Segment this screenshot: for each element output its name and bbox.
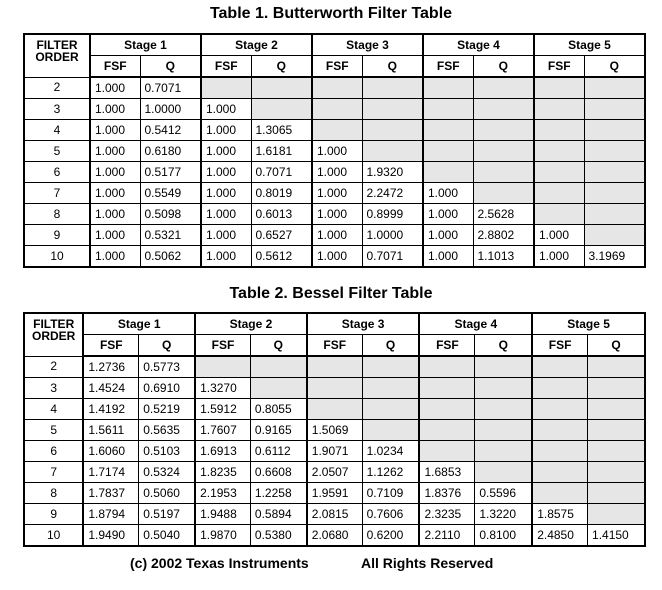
empty-cell <box>588 483 645 504</box>
q-cell: 0.5549 <box>140 183 201 204</box>
filter-order-cell: 5 <box>24 420 83 441</box>
filter-order-header <box>24 34 90 77</box>
fsf-cell: 1.9490 <box>83 525 138 547</box>
empty-cell <box>473 183 534 204</box>
fsf-cell: 1.000 <box>312 141 362 162</box>
empty-cell <box>475 356 532 378</box>
q-cell: 0.8055 <box>250 399 306 420</box>
fsf-cell: 1.2736 <box>83 356 138 378</box>
q-cell: 0.5062 <box>140 246 201 268</box>
empty-cell <box>475 420 532 441</box>
table-row <box>24 120 645 141</box>
fsf-cell: 1.000 <box>312 246 362 268</box>
q-cell: 0.5596 <box>475 483 532 504</box>
filter-order-cell: 7 <box>24 462 83 483</box>
fsf-cell: 1.000 <box>534 246 584 268</box>
stage-header: Stage 5 <box>534 34 645 56</box>
table-row <box>24 141 645 162</box>
empty-cell <box>534 99 584 120</box>
q-cell: 0.7071 <box>140 77 201 99</box>
empty-cell <box>362 356 419 378</box>
butterworth-table-title: Table 1. Butterworth Filter Table <box>209 5 453 22</box>
fsf-header: FSF <box>195 335 250 357</box>
table-row <box>24 183 645 204</box>
fsf-cell: 2.1953 <box>195 483 250 504</box>
filter-order-cell: 4 <box>24 120 90 141</box>
empty-cell <box>475 462 532 483</box>
fsf-cell: 1.000 <box>534 225 584 246</box>
empty-cell <box>312 99 362 120</box>
stage-header: Stage 3 <box>307 313 420 335</box>
fsf-cell: 1.4524 <box>83 378 138 399</box>
empty-cell <box>588 399 645 420</box>
filter-order-cell: 7 <box>24 183 90 204</box>
fsf-cell: 2.4850 <box>532 525 587 547</box>
fsf-cell: 1.7607 <box>195 420 250 441</box>
fsf-cell: 1.000 <box>312 204 362 225</box>
empty-cell <box>532 356 587 378</box>
empty-cell <box>584 225 645 246</box>
table-row <box>24 162 645 183</box>
empty-cell <box>532 378 587 399</box>
table-row <box>24 246 645 268</box>
fsf-cell: 1.000 <box>312 225 362 246</box>
empty-cell <box>307 356 362 378</box>
q-header: Q <box>362 335 419 357</box>
empty-cell <box>423 77 473 99</box>
q-cell: 0.7071 <box>251 162 312 183</box>
empty-cell <box>312 77 362 99</box>
q-cell: 1.0000 <box>362 225 423 246</box>
empty-cell <box>534 120 584 141</box>
empty-cell <box>532 483 587 504</box>
fsf-header: FSF <box>312 56 362 78</box>
footer-rights: All Rights Reserved <box>361 555 494 571</box>
filter-order-cell: 4 <box>24 399 83 420</box>
filter-order-cell: 9 <box>24 504 83 525</box>
empty-cell <box>362 99 423 120</box>
q-cell: 0.6180 <box>140 141 201 162</box>
empty-cell <box>584 162 645 183</box>
empty-cell <box>473 77 534 99</box>
fsf-cell: 1.4192 <box>83 399 138 420</box>
bessel-table-title: Table 2. Bessel Filter Table <box>229 285 433 302</box>
table-row <box>24 378 645 399</box>
fsf-header: FSF <box>534 56 584 78</box>
empty-cell <box>307 399 362 420</box>
empty-cell <box>473 99 534 120</box>
stage-header: Stage 2 <box>195 313 307 335</box>
q-cell: 0.5412 <box>140 120 201 141</box>
empty-cell <box>423 162 473 183</box>
empty-cell <box>362 141 423 162</box>
empty-cell <box>419 356 474 378</box>
fsf-cell: 1.000 <box>90 162 140 183</box>
empty-cell <box>201 77 251 99</box>
q-cell: 0.6527 <box>251 225 312 246</box>
fsf-header: FSF <box>307 335 362 357</box>
fsf-cell: 2.0507 <box>307 462 362 483</box>
q-cell: 1.9320 <box>362 162 423 183</box>
empty-cell <box>584 141 645 162</box>
q-cell: 1.0000 <box>140 99 201 120</box>
empty-cell <box>362 77 423 99</box>
empty-cell <box>534 204 584 225</box>
empty-cell <box>588 356 645 378</box>
q-cell: 2.5628 <box>473 204 534 225</box>
q-cell: 0.5098 <box>140 204 201 225</box>
filter-order-header-line: ORDER <box>35 50 79 64</box>
empty-cell <box>532 441 587 462</box>
q-cell: 0.7071 <box>362 246 423 268</box>
stage-header: Stage 1 <box>90 34 201 56</box>
empty-cell <box>362 120 423 141</box>
empty-cell <box>312 120 362 141</box>
q-cell: 0.8999 <box>362 204 423 225</box>
empty-cell <box>588 441 645 462</box>
q-cell: 0.5060 <box>139 483 195 504</box>
fsf-cell: 1.000 <box>201 120 251 141</box>
q-cell: 0.5197 <box>139 504 195 525</box>
fsf-cell: 1.000 <box>90 246 140 268</box>
q-cell: 1.1262 <box>362 462 419 483</box>
stage-header: Stage 2 <box>201 34 312 56</box>
filter-order-header-line: ORDER <box>32 329 76 343</box>
table-row <box>24 420 645 441</box>
empty-cell <box>473 162 534 183</box>
butterworth-filter-table <box>23 33 646 268</box>
q-cell: 1.4150 <box>588 525 645 547</box>
q-header: Q <box>584 56 645 78</box>
q-cell: 1.1013 <box>473 246 534 268</box>
q-cell: 2.2472 <box>362 183 423 204</box>
q-cell: 0.5894 <box>250 504 306 525</box>
empty-cell <box>419 420 474 441</box>
q-cell: 1.2258 <box>250 483 306 504</box>
empty-cell <box>423 120 473 141</box>
empty-cell <box>419 399 474 420</box>
fsf-cell: 1.5611 <box>83 420 138 441</box>
q-cell: 0.5219 <box>139 399 195 420</box>
filter-order-cell: 10 <box>24 246 90 268</box>
filter-order-header-line: FILTER <box>33 317 75 331</box>
fsf-cell: 1.9488 <box>195 504 250 525</box>
filter-order-cell: 2 <box>24 356 83 378</box>
footer-copyright: (c) 2002 Texas Instruments <box>130 555 309 571</box>
empty-cell <box>419 441 474 462</box>
empty-cell <box>584 183 645 204</box>
fsf-cell: 2.2110 <box>419 525 474 547</box>
q-cell: 0.9165 <box>250 420 306 441</box>
stage-header: Stage 1 <box>83 313 195 335</box>
table-row <box>24 99 645 120</box>
empty-cell <box>584 120 645 141</box>
fsf-cell: 1.000 <box>201 225 251 246</box>
empty-cell <box>584 77 645 99</box>
empty-cell <box>250 378 306 399</box>
fsf-cell: 1.000 <box>201 99 251 120</box>
stage-header: Stage 4 <box>423 34 534 56</box>
fsf-cell: 1.5912 <box>195 399 250 420</box>
filter-order-cell: 2 <box>24 77 90 99</box>
empty-cell <box>588 504 645 525</box>
empty-cell <box>588 420 645 441</box>
empty-cell <box>588 462 645 483</box>
fsf-cell: 1.000 <box>90 120 140 141</box>
fsf-cell: 1.000 <box>201 183 251 204</box>
empty-cell <box>534 77 584 99</box>
fsf-header: FSF <box>419 335 474 357</box>
fsf-cell: 1.000 <box>90 141 140 162</box>
empty-cell <box>251 99 312 120</box>
fsf-cell: 1.000 <box>423 204 473 225</box>
empty-cell <box>534 162 584 183</box>
q-cell: 0.5103 <box>139 441 195 462</box>
filter-order-cell: 3 <box>24 378 83 399</box>
empty-cell <box>475 378 532 399</box>
fsf-cell: 1.6853 <box>419 462 474 483</box>
table-row <box>24 399 645 420</box>
q-cell: 0.5612 <box>251 246 312 268</box>
empty-cell <box>584 99 645 120</box>
filter-order-header-line: FILTER <box>36 38 78 52</box>
q-cell: 0.5321 <box>140 225 201 246</box>
filter-order-cell: 10 <box>24 525 83 547</box>
fsf-cell: 1.000 <box>201 246 251 268</box>
empty-cell <box>362 378 419 399</box>
fsf-cell: 1.000 <box>90 225 140 246</box>
fsf-header: FSF <box>532 335 587 357</box>
fsf-cell: 2.0815 <box>307 504 362 525</box>
fsf-cell: 1.000 <box>201 141 251 162</box>
q-cell: 0.6910 <box>139 378 195 399</box>
q-cell: 0.6200 <box>362 525 419 547</box>
fsf-cell: 2.3235 <box>419 504 474 525</box>
q-cell: 1.3065 <box>251 120 312 141</box>
empty-cell <box>584 204 645 225</box>
fsf-cell: 1.7837 <box>83 483 138 504</box>
q-cell: 0.5324 <box>139 462 195 483</box>
fsf-header: FSF <box>90 56 140 78</box>
table-row <box>24 225 645 246</box>
fsf-cell: 1.9071 <box>307 441 362 462</box>
filter-order-cell: 5 <box>24 141 90 162</box>
fsf-cell: 1.3270 <box>195 378 250 399</box>
empty-cell <box>250 356 306 378</box>
empty-cell <box>473 141 534 162</box>
empty-cell <box>362 420 419 441</box>
empty-cell <box>195 356 250 378</box>
q-cell: 0.7606 <box>362 504 419 525</box>
fsf-cell: 1.6060 <box>83 441 138 462</box>
fsf-cell: 1.9591 <box>307 483 362 504</box>
q-cell: 0.5773 <box>139 356 195 378</box>
table-row <box>24 77 645 99</box>
q-header: Q <box>362 56 423 78</box>
empty-cell <box>532 462 587 483</box>
table-row <box>24 462 645 483</box>
filter-order-header <box>24 313 83 356</box>
fsf-header: FSF <box>201 56 251 78</box>
q-cell: 0.6112 <box>250 441 306 462</box>
empty-cell <box>588 378 645 399</box>
q-cell: 0.8100 <box>475 525 532 547</box>
fsf-cell: 1.000 <box>90 77 140 99</box>
filter-order-cell: 8 <box>24 204 90 225</box>
empty-cell <box>251 77 312 99</box>
q-cell: 0.5177 <box>140 162 201 183</box>
q-cell: 2.8802 <box>473 225 534 246</box>
table-row <box>24 525 645 547</box>
q-cell: 0.5635 <box>139 420 195 441</box>
q-header: Q <box>140 56 201 78</box>
q-header: Q <box>251 56 312 78</box>
empty-cell <box>475 399 532 420</box>
fsf-cell: 1.6913 <box>195 441 250 462</box>
fsf-cell: 1.000 <box>423 183 473 204</box>
fsf-header: FSF <box>83 335 138 357</box>
empty-cell <box>475 441 532 462</box>
fsf-cell: 1.000 <box>423 246 473 268</box>
q-cell: 1.0234 <box>362 441 419 462</box>
table-row <box>24 356 645 378</box>
empty-cell <box>307 378 362 399</box>
stage-header: Stage 3 <box>312 34 423 56</box>
empty-cell <box>532 399 587 420</box>
empty-cell <box>419 378 474 399</box>
table-row <box>24 483 645 504</box>
fsf-cell: 1.000 <box>90 183 140 204</box>
stage-header: Stage 4 <box>419 313 532 335</box>
q-cell: 0.7109 <box>362 483 419 504</box>
empty-cell <box>423 99 473 120</box>
fsf-cell: 1.8235 <box>195 462 250 483</box>
fsf-cell: 1.000 <box>312 183 362 204</box>
q-cell: 0.6013 <box>251 204 312 225</box>
fsf-cell: 1.7174 <box>83 462 138 483</box>
empty-cell <box>534 183 584 204</box>
filter-order-cell: 3 <box>24 99 90 120</box>
q-header: Q <box>139 335 195 357</box>
q-cell: 0.5380 <box>250 525 306 547</box>
q-header: Q <box>588 335 645 357</box>
fsf-cell: 1.8575 <box>532 504 587 525</box>
filter-order-cell: 8 <box>24 483 83 504</box>
filter-order-cell: 6 <box>24 441 83 462</box>
empty-cell <box>534 141 584 162</box>
q-header: Q <box>473 56 534 78</box>
fsf-cell: 1.000 <box>423 225 473 246</box>
fsf-cell: 1.000 <box>201 204 251 225</box>
fsf-cell: 1.9870 <box>195 525 250 547</box>
fsf-cell: 1.000 <box>312 162 362 183</box>
q-cell: 1.6181 <box>251 141 312 162</box>
q-cell: 0.5040 <box>139 525 195 547</box>
fsf-cell: 1.5069 <box>307 420 362 441</box>
fsf-cell: 1.000 <box>90 204 140 225</box>
empty-cell <box>532 420 587 441</box>
filter-order-cell: 9 <box>24 225 90 246</box>
table-row <box>24 441 645 462</box>
empty-cell <box>423 141 473 162</box>
fsf-cell: 1.8794 <box>83 504 138 525</box>
fsf-cell: 1.8376 <box>419 483 474 504</box>
q-cell: 0.6608 <box>250 462 306 483</box>
stage-header: Stage 5 <box>532 313 645 335</box>
table-row <box>24 504 645 525</box>
fsf-header: FSF <box>423 56 473 78</box>
q-cell: 0.8019 <box>251 183 312 204</box>
q-cell: 3.1969 <box>584 246 645 268</box>
filter-order-cell: 6 <box>24 162 90 183</box>
fsf-cell: 1.000 <box>90 99 140 120</box>
fsf-cell: 2.0680 <box>307 525 362 547</box>
q-header: Q <box>250 335 306 357</box>
fsf-cell: 1.000 <box>201 162 251 183</box>
q-header: Q <box>475 335 532 357</box>
q-cell: 1.3220 <box>475 504 532 525</box>
empty-cell <box>473 120 534 141</box>
table-row <box>24 204 645 225</box>
empty-cell <box>362 399 419 420</box>
bessel-filter-table <box>23 312 646 547</box>
